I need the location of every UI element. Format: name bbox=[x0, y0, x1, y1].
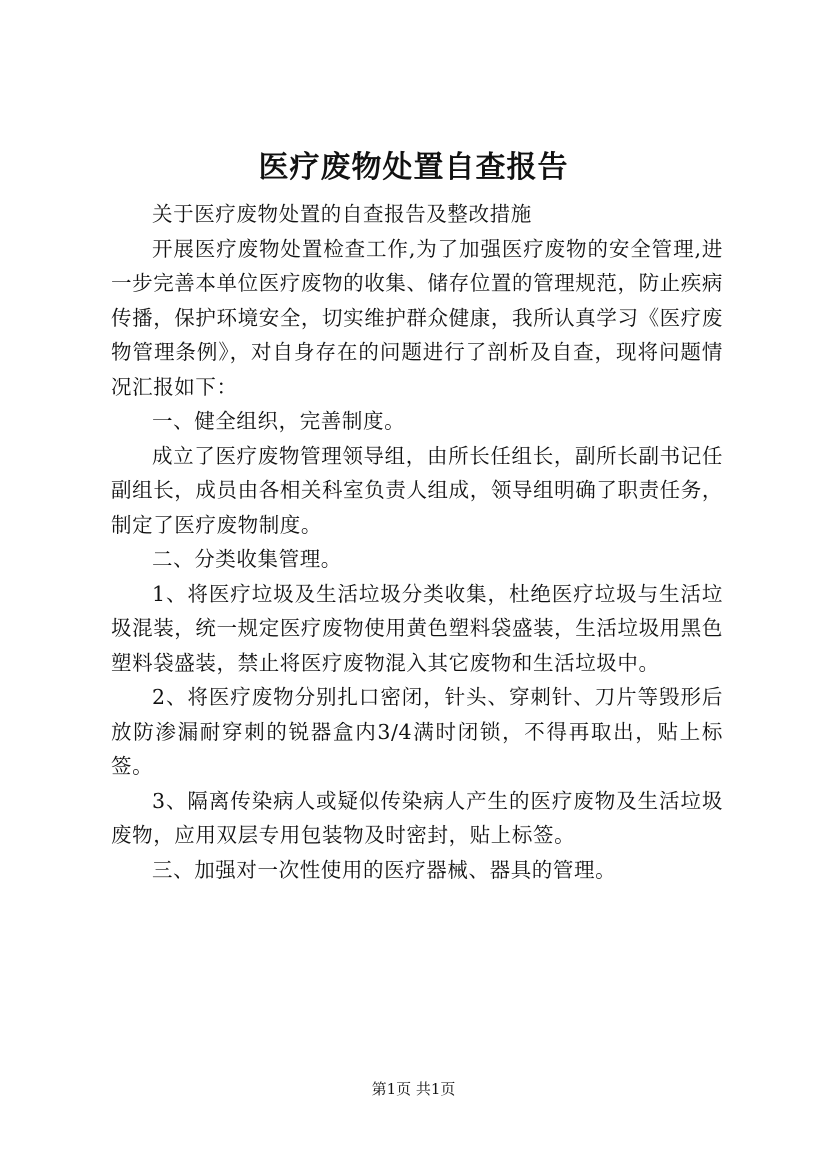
section-heading-3: 三、加强对一次性使用的医疗器械、器具的管理。 bbox=[152, 857, 617, 882]
document-title: 医疗废物处置自查报告 bbox=[258, 150, 569, 185]
document-body bbox=[111, 197, 723, 887]
paragraph-item-2: 2、将医疗废物分别扎口密闭，针头、穿刺针、刀片等毁形后放防渗漏耐穿刺的锐器盒内3/4满时闭锁，不得再取出，贴上标签。 bbox=[111, 685, 723, 778]
paragraph-item-3: 3、隔离传染病人或疑似传染病人产生的医疗废物及生活垃圾废物，应用双层专用包装物及时密封，贴上标签。 bbox=[111, 788, 723, 847]
paragraph-intro: 开展医疗废物处置检查工作,为了加强医疗废物的安全管理,进一步完善本单位医疗废物的收集、储存位置的管理规范，防止疾病传播，保护环境安全，切实维护群众健康，我所认真学习《医疗废物管理条例》，对自身存在的问题进行了剖析及自查，现将问题情况汇报如下： bbox=[111, 236, 723, 399]
page-footer: 第1页 共1页 bbox=[371, 1080, 456, 1098]
paragraph-organization: 成立了医疗废物管理领导组，由所长任组长，副所长副书记任副组长，成员由各相关科室负责人组成，领导组明确了职责任务，制定了医疗废物制度。 bbox=[111, 443, 723, 537]
paragraph-item-1: 1、将医疗垃圾及生活垃圾分类收集，杜绝医疗垃圾与生活垃圾混装，统一规定医疗废物使用黄色塑料袋盛装，生活垃圾用黑色塑料袋盛装，禁止将医疗废物混入其它废物和生活垃圾中。 bbox=[111, 581, 723, 675]
section-heading-1: 一、健全组织，完善制度。 bbox=[152, 409, 406, 433]
paragraph-subtitle: 关于医疗废物处置的自查报告及整改措施 bbox=[152, 202, 532, 226]
section-heading-2: 二、分类收集管理。 bbox=[152, 547, 342, 571]
